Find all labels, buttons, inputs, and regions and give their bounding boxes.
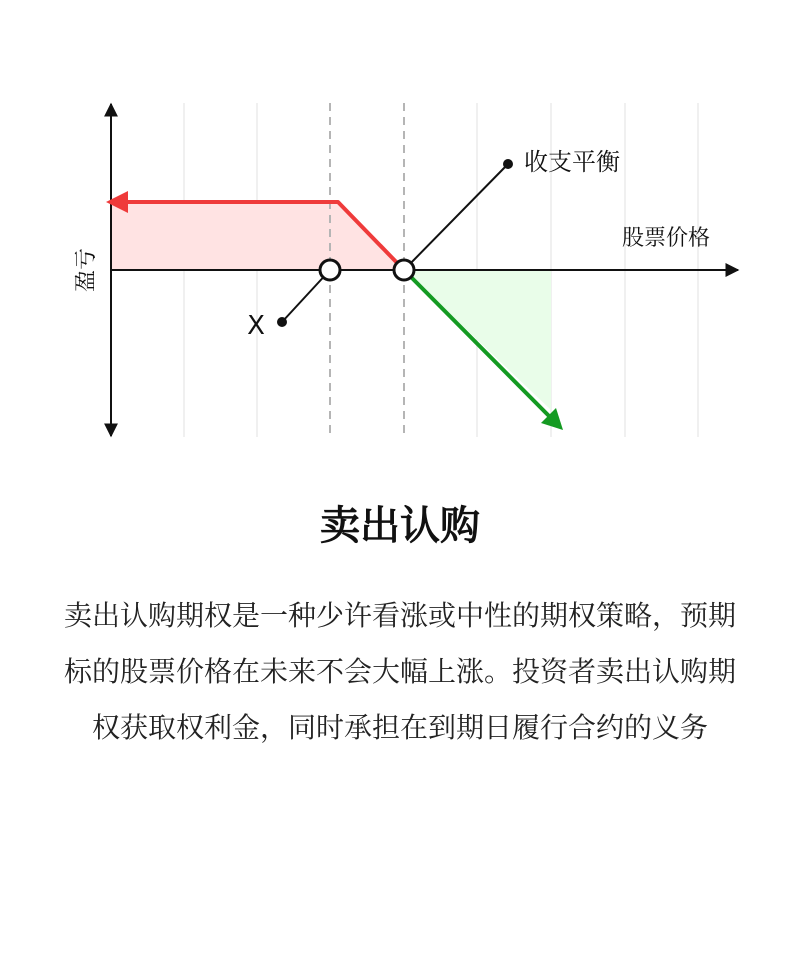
breakeven-point-marker: [394, 260, 414, 280]
strike-label: X: [247, 311, 265, 341]
strike-leader-dot: [277, 317, 287, 327]
strike-point-marker: [320, 260, 340, 280]
payoff-diagram: [0, 0, 800, 480]
breakeven-leader-dot: [503, 159, 513, 169]
breakeven-leader-line: [404, 164, 508, 270]
breakeven-label: 收支平衡: [524, 148, 620, 176]
x-axis-label: 股票价格: [621, 226, 710, 251]
y-axis-label: 盈亏: [74, 247, 99, 293]
profit-area: [111, 202, 404, 270]
page-title: 卖出认购: [320, 503, 480, 549]
strategy-description: 卖出认购期权是一种少许看涨或中性的期权策略，预期标的股票价格在未来不会大幅上涨。投资者卖出认购期权获取权利金，同时承担在到期日履行合约的义务: [63, 599, 736, 744]
